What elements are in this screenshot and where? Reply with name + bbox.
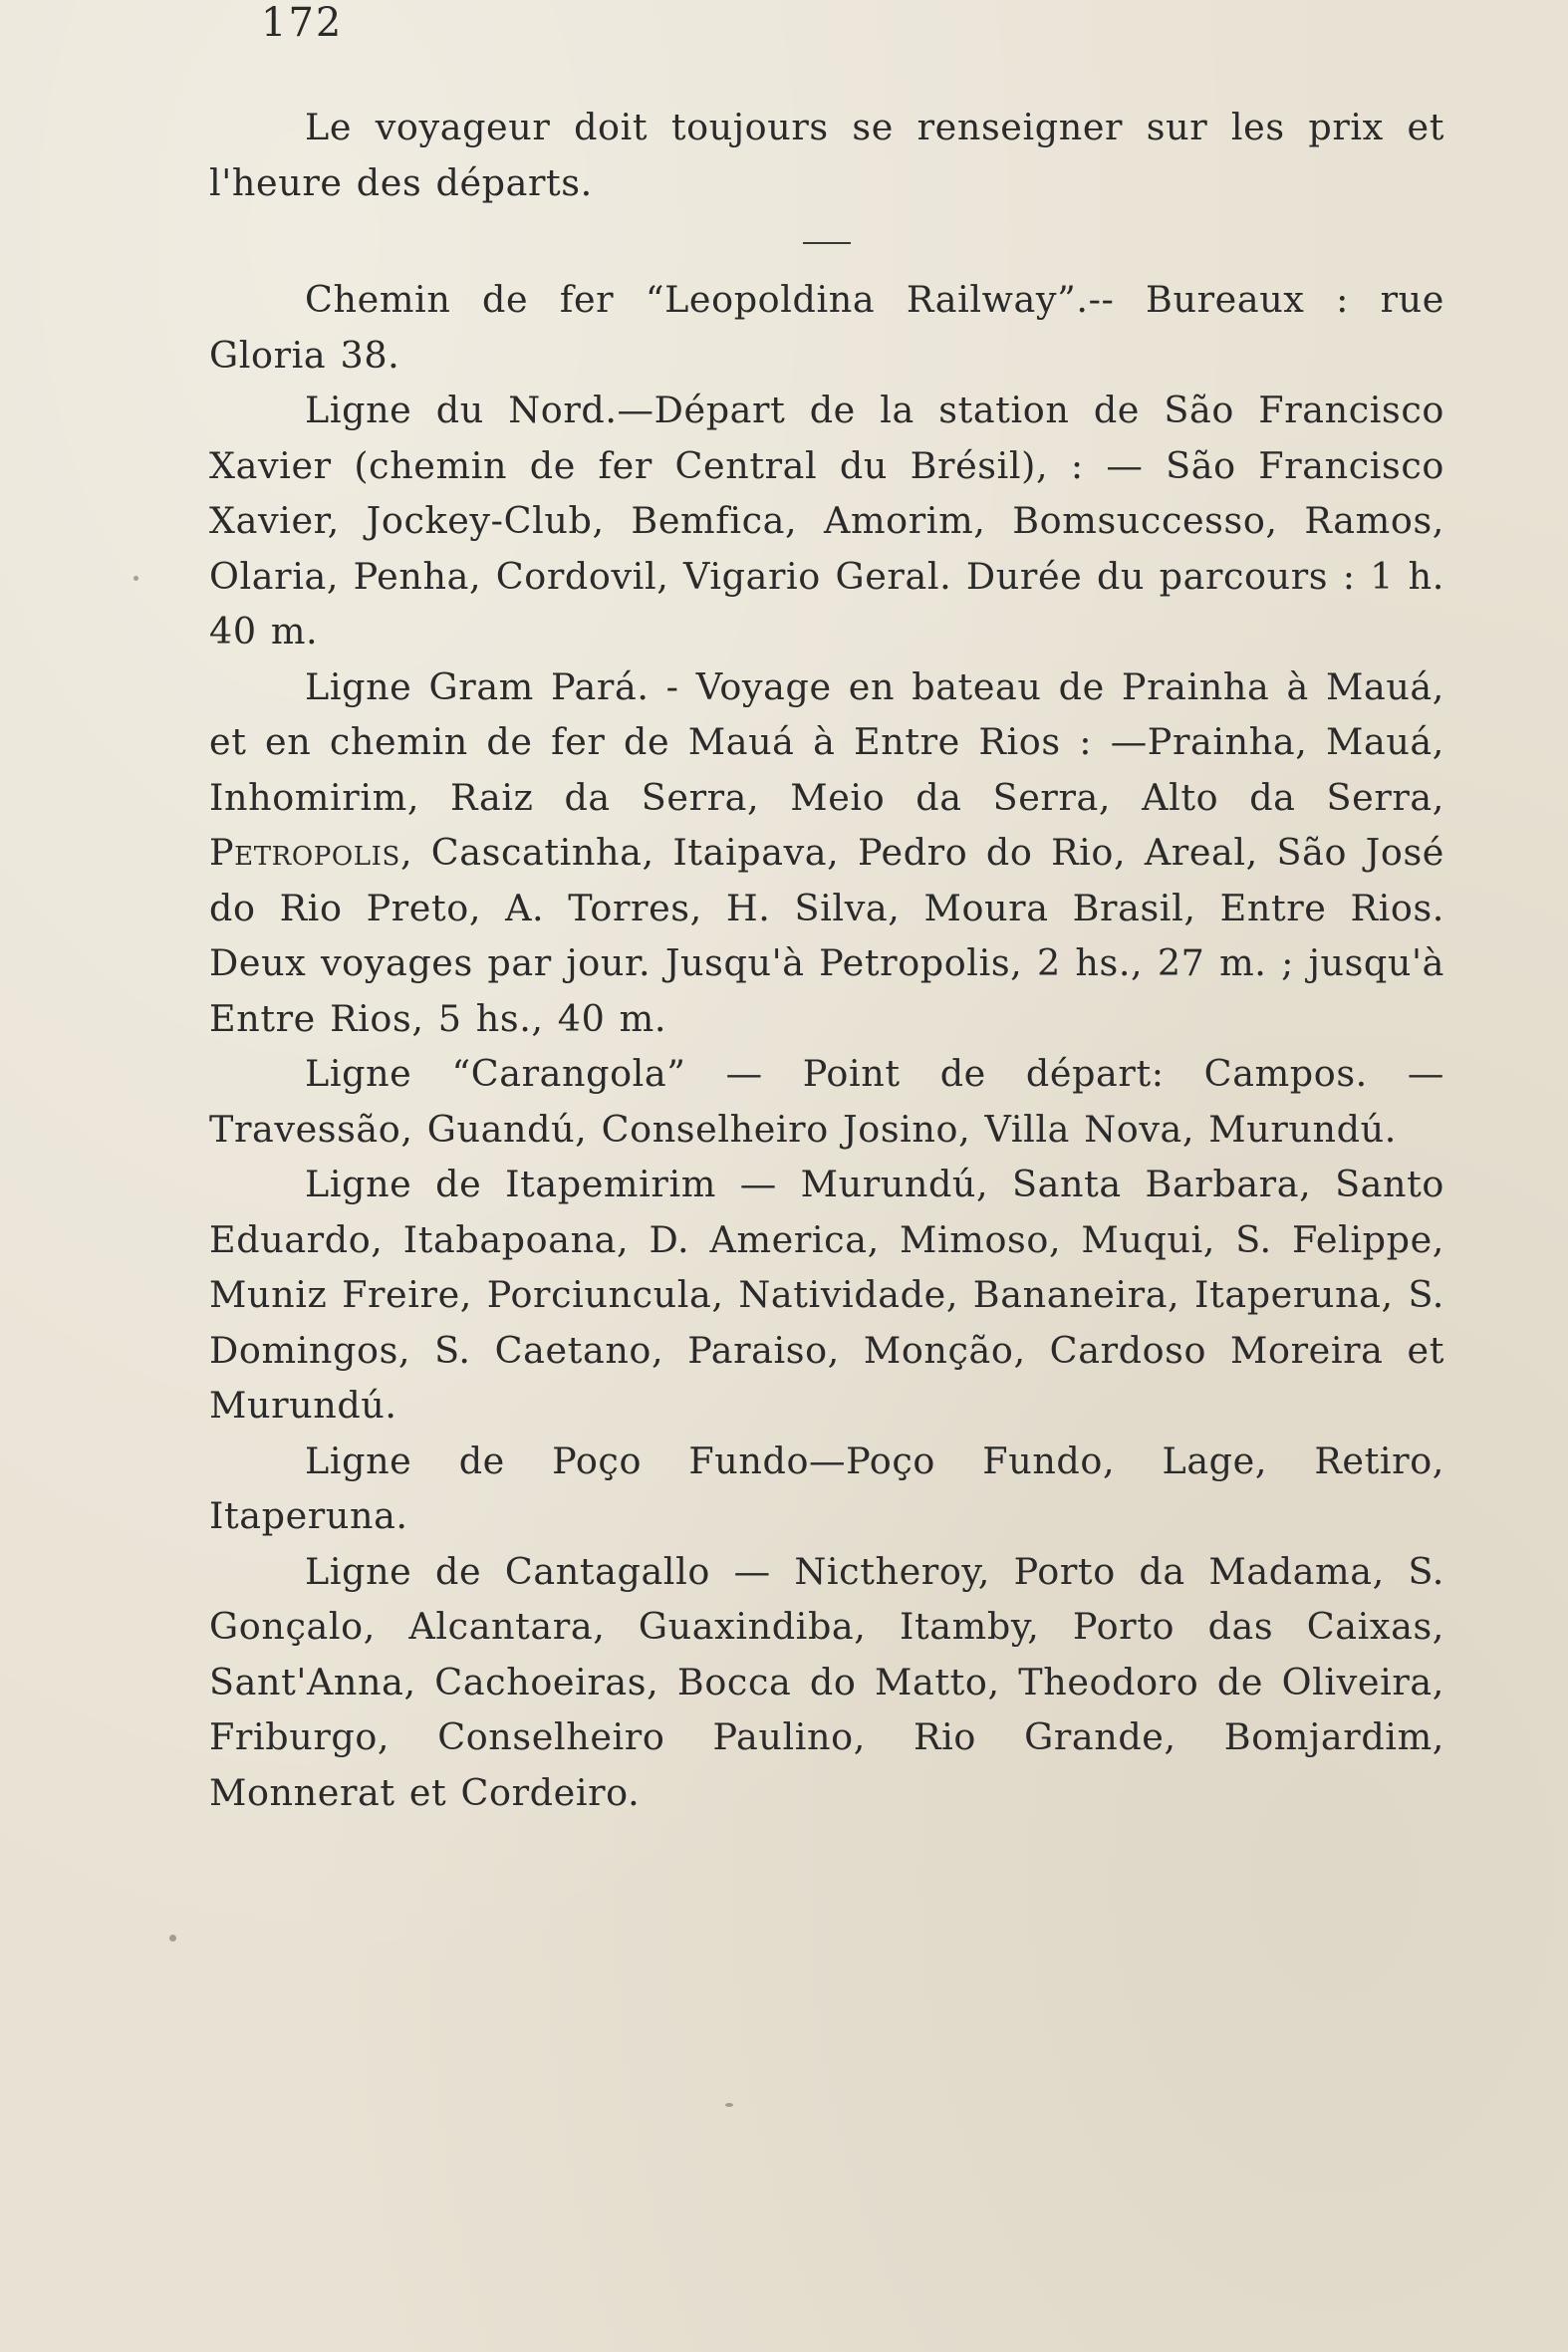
- paragraph-ligne-carangola: Ligne “Carangola” — Point de départ: Campos. — Travessão, Guandú, Conselheiro Josino, Villa Nova, Murundú.: [209, 1052, 1444, 1151]
- paper-speck: [133, 576, 138, 581]
- paper-speck: [725, 2103, 733, 2107]
- ligne-gram-para-text-after: , Cascatinha, Itaipava, Pedro do Rio, Areal, São José do Rio Preto, A. Torres, H. Silva, Moura Brasil, Entre Rios. Deux voyages par jour. Jusqu'à Petropolis, 2 hs., 27 m. ; jusqu'à Entre Rios, 5 hs., 40 m.: [209, 831, 1444, 1040]
- paragraph-ligne-itapemirim: Ligne de Itapemirim — Murundú, Santa Barbara, Santo Eduardo, Itabapoana, D. America, Mimoso, Muqui, S. Felippe, Muniz Freire, Porciuncula, Natividade, Bananeira, Itaperuna, S. Domingos, S. Caetano, Paraiso, Monção, Cardoso Moreira et Murundú.: [209, 1163, 1444, 1427]
- paragraph-ligne-gram-para: [209, 659, 1444, 1047]
- paragraph-ligne-poco-fundo: Ligne de Poço Fundo—Poço Fundo, Lage, Retiro, Itaperuna.: [209, 1438, 1444, 1537]
- ligne-gram-para-text-before: Ligne Gram Pará. - Voyage en bateau de Prainha à Mauá, et en chemin de fer de Mauá à Entre Rios : —Prainha, Mauá, Inhomirim, Raiz da Serra, Meio da Serra, Alto da Serra,: [209, 664, 1444, 819]
- page-number: 172: [261, 0, 344, 46]
- paragraph-ligne-cantagallo: Ligne de Cantagallo — Nictheroy, Porto da Madama, S. Gonçalo, Alcantara, Guaxindiba, Itamby, Porto das Caixas, Sant'Anna, Cachoeiras, Bocca do Matto, Theodoro de Oliveira, Friburgo, Conselheiro Paulino, Rio Grande, Bomjardim, Monnerat et Cordeiro.: [209, 1549, 1444, 1814]
- paper-speck: [169, 1935, 176, 1942]
- body-text: [209, 100, 1444, 1820]
- separator-rule: [803, 242, 851, 244]
- paragraph-ligne-du-nord: Ligne du Nord.—Départ de la station de São Francisco Xavier (chemin de fer Central du Brésil), : — São Francisco Xavier, Jockey-Club, Bemfica, Amorim, Bomsuccesso, Ramos, Olaria, Penha, Cordovil, Vigario Geral. Durée du parcours : 1 h. 40 m.: [209, 389, 1444, 653]
- leopoldina-heading: Chemin de fer “Leopoldina Railway”.-- Bureaux : rue Gloria 38.: [209, 278, 1444, 377]
- petropolis-small-caps: Petropolis: [209, 831, 400, 874]
- intro-paragraph: Le voyageur doit toujours se renseigner sur les prix et l'heure des départs.: [209, 106, 1444, 204]
